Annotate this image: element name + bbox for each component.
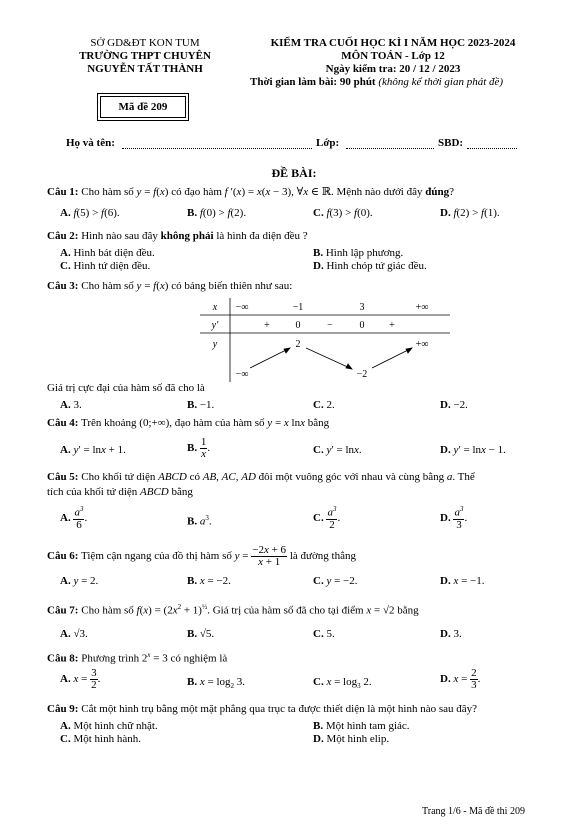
sbd-field[interactable] (467, 137, 517, 149)
question-4-label: Câu 4: (47, 417, 79, 429)
q8-option-a[interactable]: A. x = $\frac{3}{2}$ . (60, 667, 101, 691)
exam-time-note: (không kể thời gian phát đề) (378, 76, 504, 88)
q1-option-a[interactable]: A. f(5) > f(6). (60, 207, 120, 219)
question-9-text: Cắt một hình trụ bằng một mặt phẳng qua trục ta được thiết diện là một hình nào sau đây? (81, 703, 478, 715)
q2-option-d[interactable]: D. Hình chóp tứ giác đều. (313, 260, 427, 272)
q4-option-c[interactable]: C. y′ = lnx. (313, 444, 362, 456)
question-2 (47, 230, 308, 242)
q3-option-a[interactable]: A. 3. (60, 399, 82, 411)
question-4-text: Trên khoảng (0;+∞), đạo hàm của hàm số (81, 417, 265, 429)
table-arrow-up-2 (372, 348, 412, 368)
table-x-3: +∞ (415, 302, 429, 313)
question-6-label: Câu 6: (47, 550, 79, 563)
question-8-label: Câu 8: (47, 652, 79, 665)
school-name-line2: NGUYỄN TẤT THÀNH (87, 63, 203, 75)
q7-option-c-text: 5. (326, 628, 335, 640)
q8-option-d-fraction: $\frac{2}{3}$ (471, 667, 477, 691)
q3-option-d-text: −2. (453, 399, 468, 411)
question-7-text3: bằng (397, 604, 419, 617)
q1-option-d[interactable]: D. f(2) > f(1). (440, 207, 500, 219)
table-yp-4: + (389, 320, 395, 331)
q4-option-b[interactable]: B. $\frac{1}{x}$ . (187, 436, 211, 460)
q5-option-c[interactable]: C. $\frac{a^3}{2}$ . (313, 505, 341, 531)
question-3: Câu 3: Cho hàm số y = f(x) có bảng biến thiên như sau: (47, 280, 293, 292)
q6-option-c[interactable]: C. y = −2. (313, 575, 358, 587)
question-7: Câu 7: Cho hàm số $f(x) = (2x^2 + 1)^{\frac{1}{2}}$. Giá trị của hàm số đã cho tại điểm x = √2 bằng (47, 603, 419, 617)
table-y-2: −2 (356, 369, 368, 380)
question-3-label: Câu 3: (47, 280, 79, 292)
q2-option-c[interactable]: C. Hình tứ diện đều. (60, 260, 151, 272)
q1-option-b-label: B. (187, 207, 198, 219)
q7-option-b[interactable]: B. √5. (187, 628, 215, 640)
question-8-text: Phương trình (81, 652, 140, 665)
table-yprime-header: y′ (211, 320, 219, 331)
q5-option-a[interactable]: A. $\frac{a^3}{6}$ . (60, 505, 88, 531)
question-2-label: Câu 2: (47, 230, 79, 242)
q9-option-a-text: Một hình chữ nhật. (73, 720, 158, 732)
q7-option-a[interactable]: A. √3. (60, 628, 88, 640)
q3-option-c[interactable]: C. 2. (313, 399, 335, 411)
question-2-text-bold: không phải (160, 230, 214, 242)
q7-option-d-text: 3. (453, 628, 462, 640)
q8-option-a-fraction: $\frac{3}{2}$ (91, 667, 97, 691)
exam-subject: MÔN TOÁN - Lớp 12 (341, 50, 445, 62)
question-3-text2: có bảng biến thiên như sau: (171, 280, 293, 292)
table-x-0: −∞ (235, 302, 249, 313)
question-2-text-pre: Hình nào sau đây (81, 230, 161, 242)
department-name: SỞ GD&ĐT KON TUM (90, 37, 200, 49)
q2-option-b-text: Hình lập phương. (325, 247, 404, 259)
section-title: ĐỀ BÀI: (271, 166, 317, 180)
question-9-label: Câu 9: (47, 703, 79, 715)
table-y-1: 2 (295, 339, 301, 350)
question-5-label: Câu 5: (47, 471, 79, 483)
question-9 (47, 703, 477, 715)
exam-date: Ngày kiểm tra: 20 / 12 / 2023 (325, 63, 461, 75)
exam-time (250, 76, 503, 88)
name-label: Họ và tên: (66, 137, 115, 149)
table-y-0: −∞ (235, 369, 249, 380)
name-field[interactable] (122, 137, 312, 149)
q6-option-a[interactable]: A. y = 2. (60, 575, 99, 587)
table-yp-0: + (264, 320, 270, 331)
q4-option-b-fraction: $\frac{1}{x}$ (200, 436, 207, 460)
question-7-text: Cho hàm số (81, 604, 134, 617)
table-x-2: 3 (359, 302, 365, 313)
q9-option-c[interactable]: C. Một hình hành. (60, 733, 141, 745)
q9-option-d[interactable]: D. Một hình elip. (313, 733, 390, 745)
question-4: Câu 4: Trên khoảng (0;+∞), đạo hàm của hàm số y = x lnx bằng (47, 417, 330, 429)
q2-option-c-text: Hình tứ diện đều. (73, 260, 151, 272)
question-7-text2: . Giá trị của hàm số đã cho tại điểm (207, 604, 364, 617)
q8-option-c[interactable]: C. $x = \log_3 2$. (313, 676, 372, 691)
q9-option-b-text: Một hình tam giác. (325, 720, 410, 732)
question-3-text: Cho hàm số (81, 280, 134, 292)
q1-option-a-label: A. (60, 207, 71, 219)
q7-option-c[interactable]: C. 5. (313, 628, 335, 640)
q5-option-d-fraction: $\frac{a^3}{3}$ (454, 505, 464, 531)
sbd-label: SBD: (438, 137, 464, 149)
question-5-line2: tích của khối tứ diện ABCD bằng (47, 486, 193, 498)
q1-option-b[interactable]: B. f(0) > f(2). (187, 207, 247, 219)
table-arrow-up-1 (250, 348, 290, 368)
q3-option-c-text: 2. (326, 399, 335, 411)
q9-option-a[interactable]: A. Một hình chữ nhật. (60, 720, 158, 732)
q3-option-a-text: 3. (73, 399, 82, 411)
q6-option-d[interactable]: D. x = −1. (440, 575, 485, 587)
table-x-header: x (212, 302, 218, 313)
exam-time-label: Thời gian làm bài: 90 phút (250, 76, 376, 88)
q1-option-d-label: D. (440, 207, 451, 219)
question-1: Câu 1: Cho hàm số y = f(x) có đạo hàm f ′(x) = x(x − 3), ∀x ∈ ℝ. Mệnh nào dưới đây đúng? (47, 186, 454, 198)
table-arrow-down (306, 348, 352, 369)
school-name-line1: TRƯỜNG THPT CHUYÊN (79, 50, 211, 62)
table-x-1: −1 (292, 302, 304, 313)
table-y-3: +∞ (415, 339, 429, 350)
question-3-after: Giá trị cực đại của hàm số đã cho là (47, 382, 205, 394)
question-8: Câu 8: Phương trình $2^x = 3$ có nghiệm là (47, 651, 228, 665)
q4-option-a[interactable]: A. y′ = lnx + 1. (60, 444, 126, 456)
q2-option-a[interactable]: A. Hình bát diện đều. (60, 247, 155, 259)
exam-title: KIỂM TRA CUỐI HỌC KÌ I NĂM HỌC 2023-2024 (270, 37, 516, 49)
question-2-text-post: là hình đa diện đều ? (213, 230, 308, 242)
question-6: Câu 6: Tiệm cận ngang của đồ thị hàm số y = $\frac{-2x + 6}{x + 1}$ là đường thẳng (47, 544, 356, 568)
q1-option-c[interactable]: C. f(3) > f(0). (313, 207, 373, 219)
q6-option-b[interactable]: B. x = −2. (187, 575, 231, 587)
question-4-text2: bằng (307, 417, 330, 429)
page-footer: Trang 1/6 - Mã đề thi 209 (422, 806, 525, 817)
table-yp-3: 0 (359, 320, 365, 331)
q5-option-d[interactable]: D. $\frac{a^3}{3}$ . (440, 505, 468, 531)
q4-option-d[interactable]: D. y′ = lnx − 1. (440, 444, 506, 456)
q3-option-d[interactable]: D. −2. (440, 399, 468, 411)
class-label: Lớp: (316, 137, 340, 149)
q9-option-b[interactable]: B. Một hình tam giác. (313, 720, 410, 732)
q5-option-a-fraction: $\frac{a^3}{6}$ (74, 505, 84, 531)
exam-code: Mã đề 209 (100, 96, 186, 118)
q3-option-b[interactable]: B. −1. (187, 399, 215, 411)
q2-option-b[interactable]: B. Hình lập phương. (313, 247, 404, 259)
table-yp-1: 0 (295, 320, 301, 331)
q5-option-c-fraction: $\frac{a^3}{2}$ (327, 505, 337, 531)
question-6-text2: là đường thẳng (289, 550, 356, 563)
question-5-line1: Câu 5: Cho khối tứ diện ABCD có AB, AC, AD đôi một vuông góc với nhau và cùng bằng a. Thể (47, 471, 475, 483)
q7-option-d[interactable]: D. 3. (440, 628, 462, 640)
q1-option-c-label: C. (313, 207, 324, 219)
q8-option-d[interactable]: D. x = $\frac{2}{3}$ . (440, 667, 481, 691)
question-6-fraction: $\frac{-2x + 6}{x + 1}$ (252, 544, 287, 568)
question-6-text: Tiệm cận ngang của đồ thị hàm số (81, 550, 232, 563)
q2-option-d-text: Hình chóp tứ giác đều. (326, 260, 427, 272)
question-7-label: Câu 7: (47, 604, 79, 617)
question-8-text2: có nghiệm là (170, 652, 228, 665)
class-field[interactable] (346, 137, 434, 149)
variation-table (200, 298, 450, 382)
q5-option-b[interactable]: B. $a^3$. (187, 514, 212, 528)
table-yp-2: − (327, 320, 333, 331)
q2-option-a-text: Hình bát diện đều. (73, 247, 155, 259)
q3-option-b-text: −1. (199, 399, 215, 411)
q9-option-c-text: Một hình hành. (73, 733, 141, 745)
q9-option-d-text: Một hình elip. (326, 733, 390, 745)
question-1-label: Câu 1: (47, 186, 79, 198)
table-y-header: y (212, 339, 218, 350)
exam-code-box (97, 93, 189, 121)
q8-option-b[interactable]: B. $x = \log_2 3$. (187, 676, 245, 691)
